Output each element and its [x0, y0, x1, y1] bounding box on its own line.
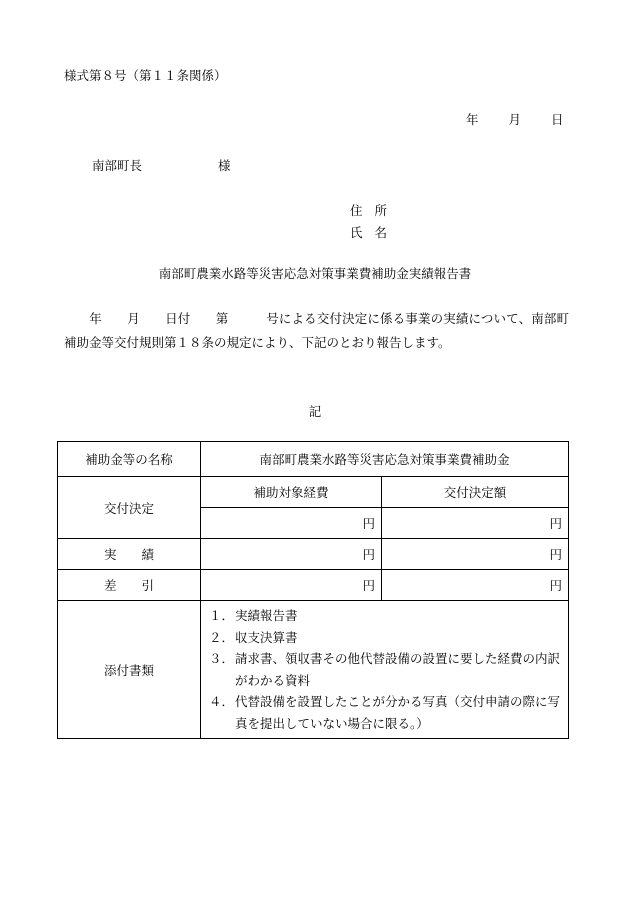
document-body: 年 月 日付 第 号による交付決定に係る事業の実績について、南部町補助金等交付規則第１８条の規定により、下記のとおり報告します。 — [64, 311, 569, 350]
col-header-amount: 交付決定額 — [382, 477, 569, 508]
difference-label: 差 引 — [58, 570, 201, 601]
document-title: 南部町農業水路等災害応急対策事業費補助金実績報告書 — [158, 266, 472, 281]
actual-label: 実 績 — [58, 539, 201, 570]
subsidy-name-label: 補助金等の名称 — [58, 442, 201, 477]
decision-amount-cell: 円 — [382, 508, 569, 539]
list-item: １． 実績報告書 — [209, 608, 298, 623]
decision-expense-cell: 円 — [201, 508, 382, 539]
applicant-name-label: 氏 名 — [350, 225, 388, 240]
table-row — [58, 477, 569, 508]
col-header-expense: 補助対象経費 — [201, 477, 382, 508]
applicant-address-label: 住 所 — [350, 203, 388, 218]
date-year: 年 — [466, 112, 479, 127]
table-row — [58, 539, 569, 570]
report-date — [466, 110, 564, 128]
decision-label: 交付決定 — [58, 477, 201, 539]
addressee-honorific: 様 — [218, 158, 231, 173]
difference-amount-cell: 円 — [382, 570, 569, 601]
list-item: ２． 収支決算書 — [209, 629, 298, 645]
difference-expense-cell: 円 — [201, 570, 382, 601]
attachments-label: 添付書類 — [58, 601, 201, 739]
addressee — [92, 156, 231, 174]
date-day: 日 — [551, 112, 564, 127]
attachments-list — [201, 601, 569, 739]
actual-amount-cell: 円 — [382, 539, 569, 570]
report-table — [57, 441, 569, 739]
table-row — [58, 442, 569, 477]
applicant-block — [350, 200, 387, 244]
ki-heading: 記 — [308, 404, 322, 419]
addressee-name: 南部町長 — [92, 158, 143, 173]
form-number: 様式第８号（第１１条関係） — [64, 68, 227, 83]
date-month: 月 — [508, 112, 522, 127]
list-item: ４． 代替設備を設置したことが分かる写真（交付申請の際に写真を提出していない場合に限る。） — [209, 694, 561, 731]
list-item: ３． 請求書、領収書その他代替設備の設置に要した経費の内訳がわかる資料 — [209, 651, 561, 688]
table-row — [58, 601, 569, 739]
actual-expense-cell: 円 — [201, 539, 382, 570]
table-row — [58, 570, 569, 601]
subsidy-name-value: 南部町農業水路等災害応急対策事業費補助金 — [201, 442, 569, 477]
